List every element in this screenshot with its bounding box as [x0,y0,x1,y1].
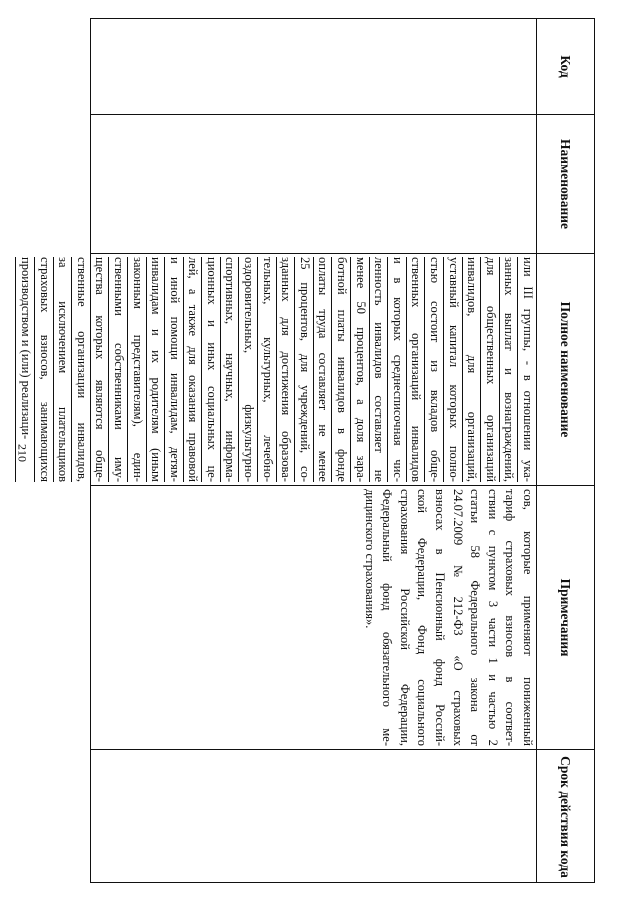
full-name-line: инвалидам и их родителям (иным [146,257,165,482]
full-name-line: страховых взносов, занимающихся [34,257,53,482]
header-full-name: Полное наименование [558,301,573,438]
full-name-line: производством и (или) реализаци- [15,257,34,482]
notes-text [360,489,536,746]
table-header-row [536,19,594,882]
notes-line: статьи 58 Федерального закона от [468,489,483,746]
notes-line: 24.07.2009 № 212-ФЗ «О страховых [450,489,465,746]
full-name-line: занных выплат и вознаграждений, [499,257,518,482]
header-name: Наименование [558,139,573,229]
header-cell-full-name [537,254,594,486]
header-cell-code [537,19,594,115]
full-name-line: ленность инвалидов составляет не [369,257,388,482]
notes-line: тариф страховых взносов в соответ- [503,489,518,746]
full-name-line: для общественных организаций [480,257,499,482]
full-name-line: законным представителям), един- [127,257,146,482]
full-name-line: за исключением плательщиков [53,257,72,482]
full-name-line: спортивных, научных, информа- [220,257,239,482]
full-name-line: ственные организации инвалидов, [71,257,90,482]
header-validity: Срок действия кода [558,756,573,878]
full-name-line: ботной платы инвалидов в фонде [331,257,350,482]
full-name-line: зданных для достижения образова- [276,257,295,482]
notes-line: страхования Российской Федерации, [397,489,412,746]
full-name-line: тельных, культурных, лечебно- [257,257,276,482]
full-name-line: и иной помощи инвалидам, детям- [164,257,183,482]
full-name-line: уставный капитал которых полно- [443,257,462,482]
cell-name [91,115,537,254]
full-name-line: ственными собственниками иму- [108,257,127,482]
header-cell-notes [537,486,594,750]
notes-line: ствии с пунктом 3 части 1 и частью 2 [485,489,500,746]
header-cell-name [537,115,594,254]
full-name-line: и в которых среднесписочная чис- [387,257,406,482]
full-name-line: ственных организаций инвалидов [406,257,425,482]
cell-notes [91,486,537,750]
page-number: 210 [15,444,30,462]
full-name-line: ционных и иных социальных це- [201,257,220,482]
full-name-text [15,257,536,482]
full-name-line: щества которых являются обще- [90,257,109,482]
notes-line: дицинского страхования». [362,489,377,629]
full-name-line: инвалидов, для организаций, [462,257,481,482]
full-name-line: 25 процентов, для учреждений, со- [294,257,313,482]
cell-code [91,19,537,115]
header-code: Код [558,55,573,78]
notes-line: ской Федерации, Фонд социального [415,489,430,746]
notes-line: Федеральный фонд обязательного ме- [380,489,395,746]
full-name-line: оздоровительных, физкультурно- [239,257,258,482]
header-cell-validity [537,750,594,884]
header-notes: Примечания [558,578,573,657]
notes-line: сов, которые применяют пониженный [521,489,535,746]
full-name-line: оплаты труда составляет не менее [313,257,332,482]
cell-validity [91,750,537,884]
full-name-line: стью состоит из вкладов обще- [424,257,443,482]
full-name-line: лей, а также для оказания правовой [183,257,202,482]
full-name-line: или III группы, - в отношении ука- [517,257,536,482]
full-name-line: менее 50 процентов, а доля зара- [350,257,369,482]
notes-line: взносах в Пенсионный фонд Россий- [433,489,448,746]
